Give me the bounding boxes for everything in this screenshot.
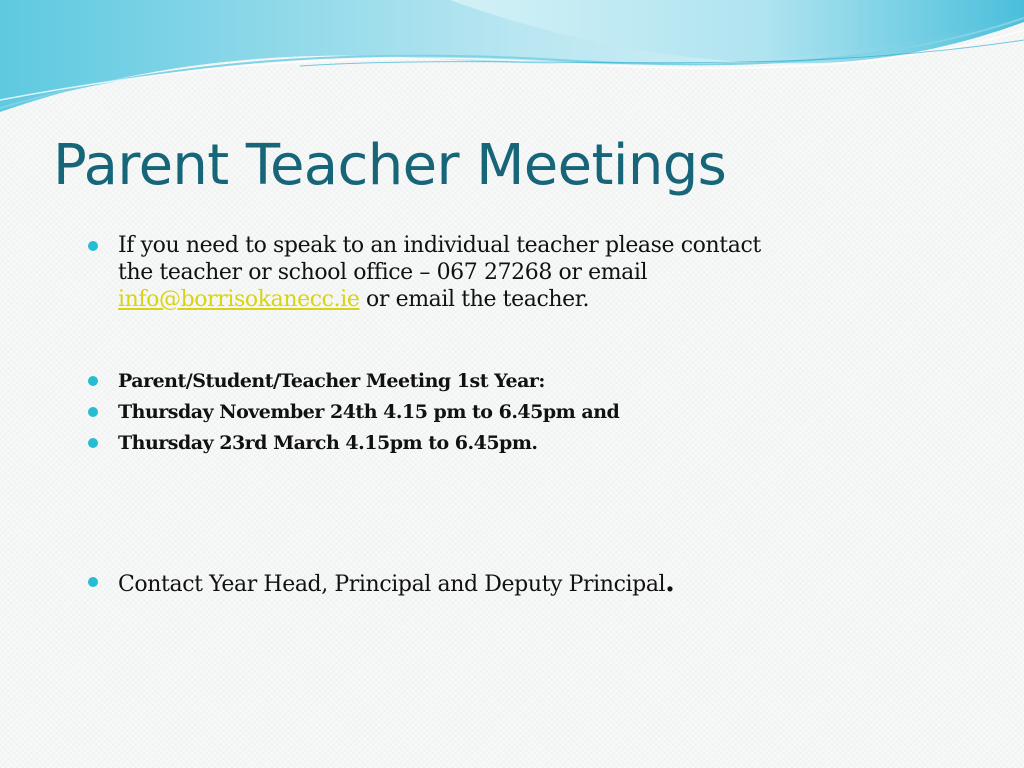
contact-line-3-tail: or email the teacher. [359,287,590,312]
contact-heads-period: . [665,565,675,598]
bullet-date-march [118,428,538,459]
bullet-meeting-heading [118,366,545,397]
contact-heads-text: Contact Year Head, Principal and Deputy Principal [118,572,666,597]
bullet-dot-icon [88,241,98,251]
date-november-text: Thursday November 24th 4.15 pm to 6.45pm and [118,401,620,423]
header-wave-decoration [0,0,1024,120]
contact-line-2: the teacher or school office – 067 27268 or email [118,260,648,285]
bullet-dot-icon [88,438,98,448]
meeting-heading-text: Parent/Student/Teacher Meeting 1st Year: [118,370,545,392]
bullet-date-november [118,397,619,428]
page-title: Parent Teacher Meetings [53,133,727,198]
bullet-contact-teacher [118,232,761,313]
bullet-dot-icon [88,577,98,587]
bullet-dot-icon [88,376,98,386]
email-link[interactable]: info@borrisokanecc.ie [118,287,360,312]
date-march-text: Thursday 23rd March 4.15pm to 6.45pm. [118,432,538,454]
bullet-dot-icon [88,407,98,417]
bullet-contact-heads [118,566,675,601]
contact-line-1: If you need to speak to an individual teacher please contact [118,233,761,258]
